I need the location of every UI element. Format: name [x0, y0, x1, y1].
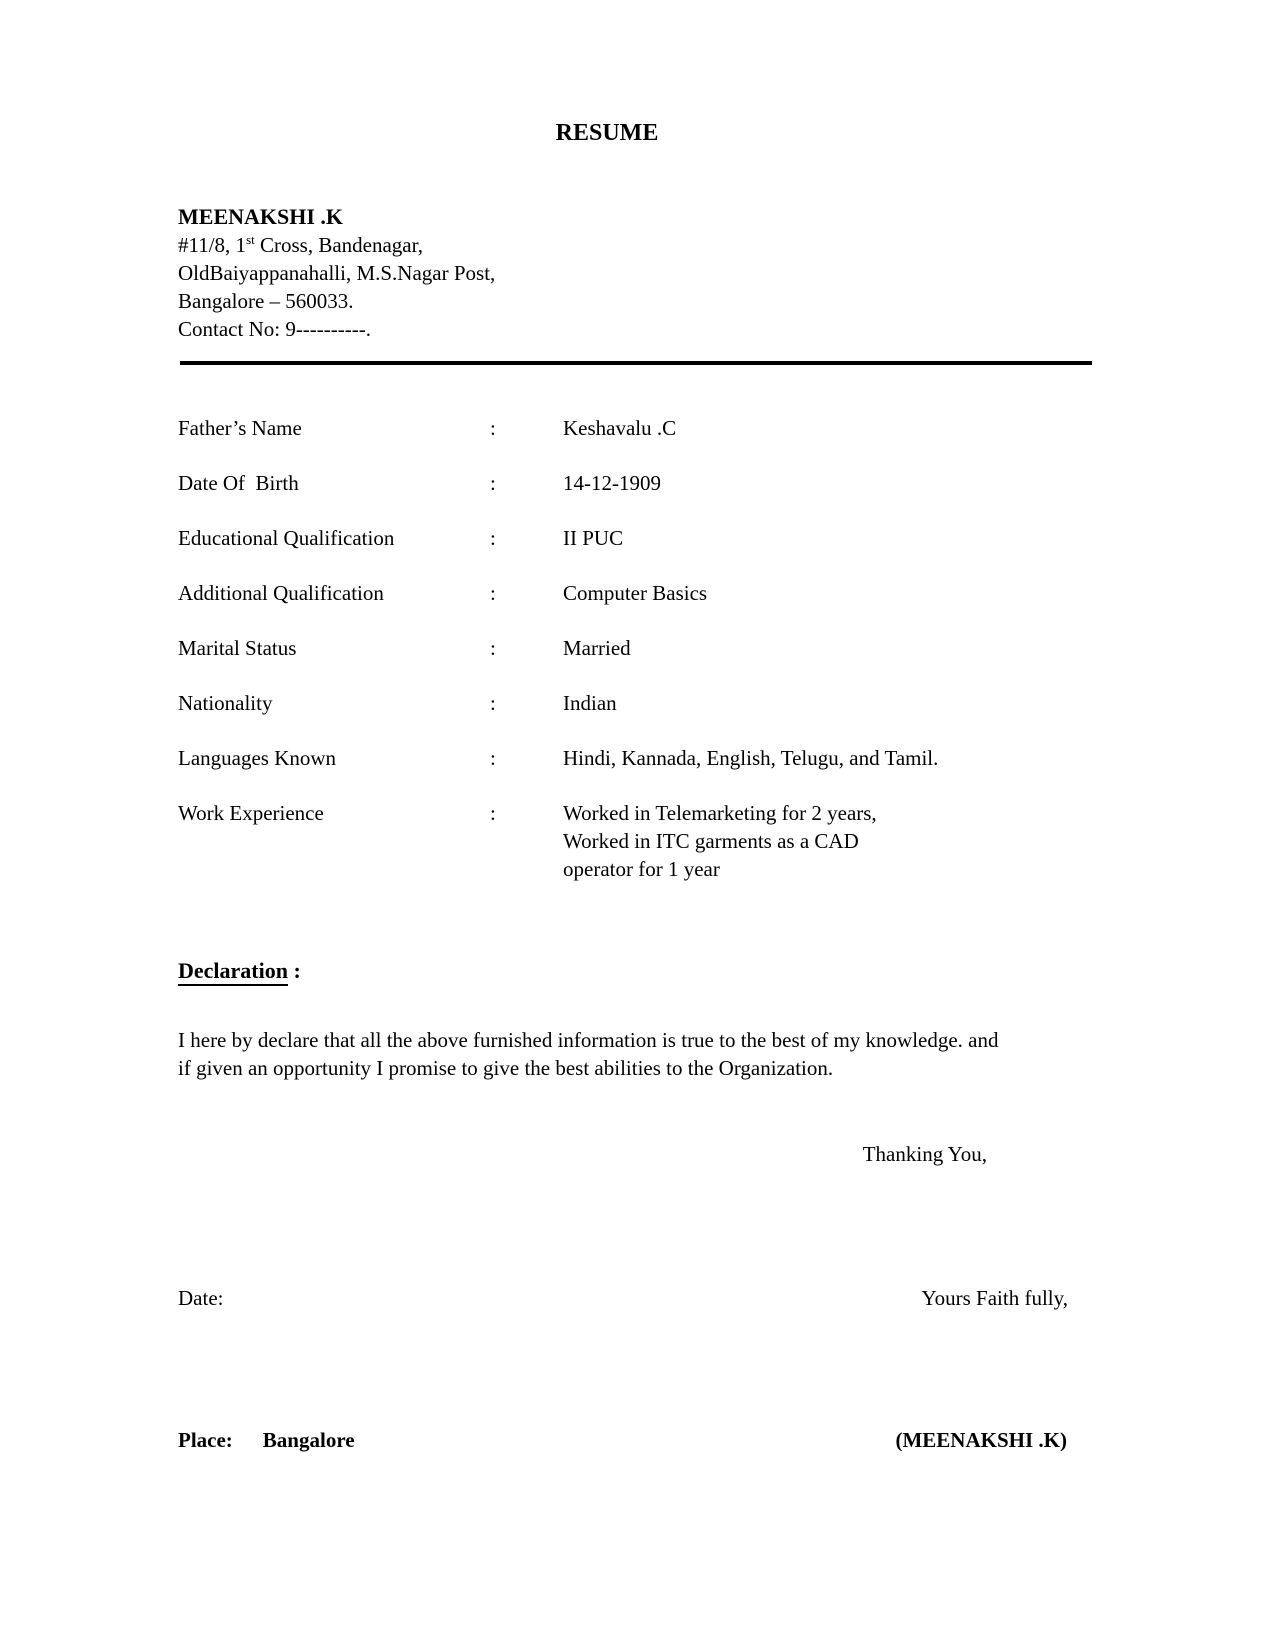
header-divider — [180, 361, 1092, 365]
thanking-line: Thanking You, — [862, 1142, 987, 1166]
declaration-paragraph: I here by declare that all the above furnished information is true to the best of my knowledge. and if given an opportunity I promise to give the best abilities to the Organization. — [178, 1028, 1004, 1080]
field-value: Computer Basics — [563, 581, 708, 605]
field-label: Work Experience — [178, 801, 324, 825]
declaration-heading — [178, 958, 301, 984]
field-row-work-experience — [178, 799, 1092, 883]
place-value: Bangalore — [262, 1428, 355, 1452]
work-experience-line-3: operator for 1 year — [563, 857, 720, 881]
field-colon: : — [490, 801, 496, 825]
field-row-educational-qualification — [178, 524, 1092, 552]
field-value — [563, 799, 1092, 883]
field-label: Father’s Name — [178, 416, 302, 440]
field-row-additional-qualification — [178, 579, 1092, 607]
field-row-fathers-name — [178, 414, 1092, 442]
field-label: Nationality — [178, 691, 273, 715]
field-colon: : — [490, 581, 496, 605]
field-value: Indian — [563, 691, 617, 715]
work-experience-line-1: Worked in Telemarketing for 2 years, — [563, 801, 877, 825]
field-row-nationality — [178, 689, 1092, 717]
field-row-date-of-birth — [178, 469, 1092, 497]
field-label: Languages Known — [178, 746, 337, 770]
field-value: Married — [563, 636, 631, 660]
applicant-name: MEENAKSHI .K — [178, 204, 344, 229]
field-value: Hindi, Kannada, English, Telugu, and Tamil. — [563, 746, 939, 770]
address-line-1 — [178, 231, 495, 259]
field-colon: : — [490, 471, 496, 495]
declaration-heading-text: Declaration — [178, 958, 288, 986]
field-row-marital-status — [178, 634, 1092, 662]
field-colon: : — [490, 691, 496, 715]
field-colon: : — [490, 416, 496, 440]
field-label: Additional Qualification — [178, 581, 384, 605]
field-value: Keshavalu .C — [563, 416, 677, 440]
field-label: Educational Qualification — [178, 526, 395, 550]
address-line-3: Bangalore – 560033. — [178, 289, 354, 313]
field-label: Date Of Birth — [178, 471, 299, 495]
document-title: RESUME — [555, 120, 659, 146]
field-row-languages-known — [178, 744, 1092, 772]
field-label: Marital Status — [178, 636, 297, 660]
declaration-heading-colon: : — [287, 958, 301, 983]
signature-name: (MEENAKSHI .K) — [895, 1428, 1067, 1452]
details-table — [178, 414, 1092, 910]
valediction: Yours Faith fully, — [921, 1286, 1068, 1310]
contact-number: Contact No: 9----------. — [178, 317, 371, 341]
place-line — [178, 1426, 355, 1454]
field-colon: : — [490, 746, 496, 770]
contact-header — [178, 203, 495, 343]
field-value: II PUC — [563, 526, 624, 550]
address-line-1-rest: Cross, Bandenagar, — [254, 233, 424, 257]
work-experience-line-2: Worked in ITC garments as a CAD — [563, 829, 859, 853]
field-value: 14-12-1909 — [563, 471, 661, 495]
field-colon: : — [490, 526, 496, 550]
place-label: Place: — [178, 1428, 233, 1452]
ordinal-superscript: st — [246, 232, 255, 247]
address-line-1-start: #11/8, 1 — [178, 233, 247, 257]
date-label: Date: — [178, 1286, 224, 1310]
address-line-2: OldBaiyappanahalli, M.S.Nagar Post, — [178, 261, 496, 285]
field-colon: : — [490, 636, 496, 660]
